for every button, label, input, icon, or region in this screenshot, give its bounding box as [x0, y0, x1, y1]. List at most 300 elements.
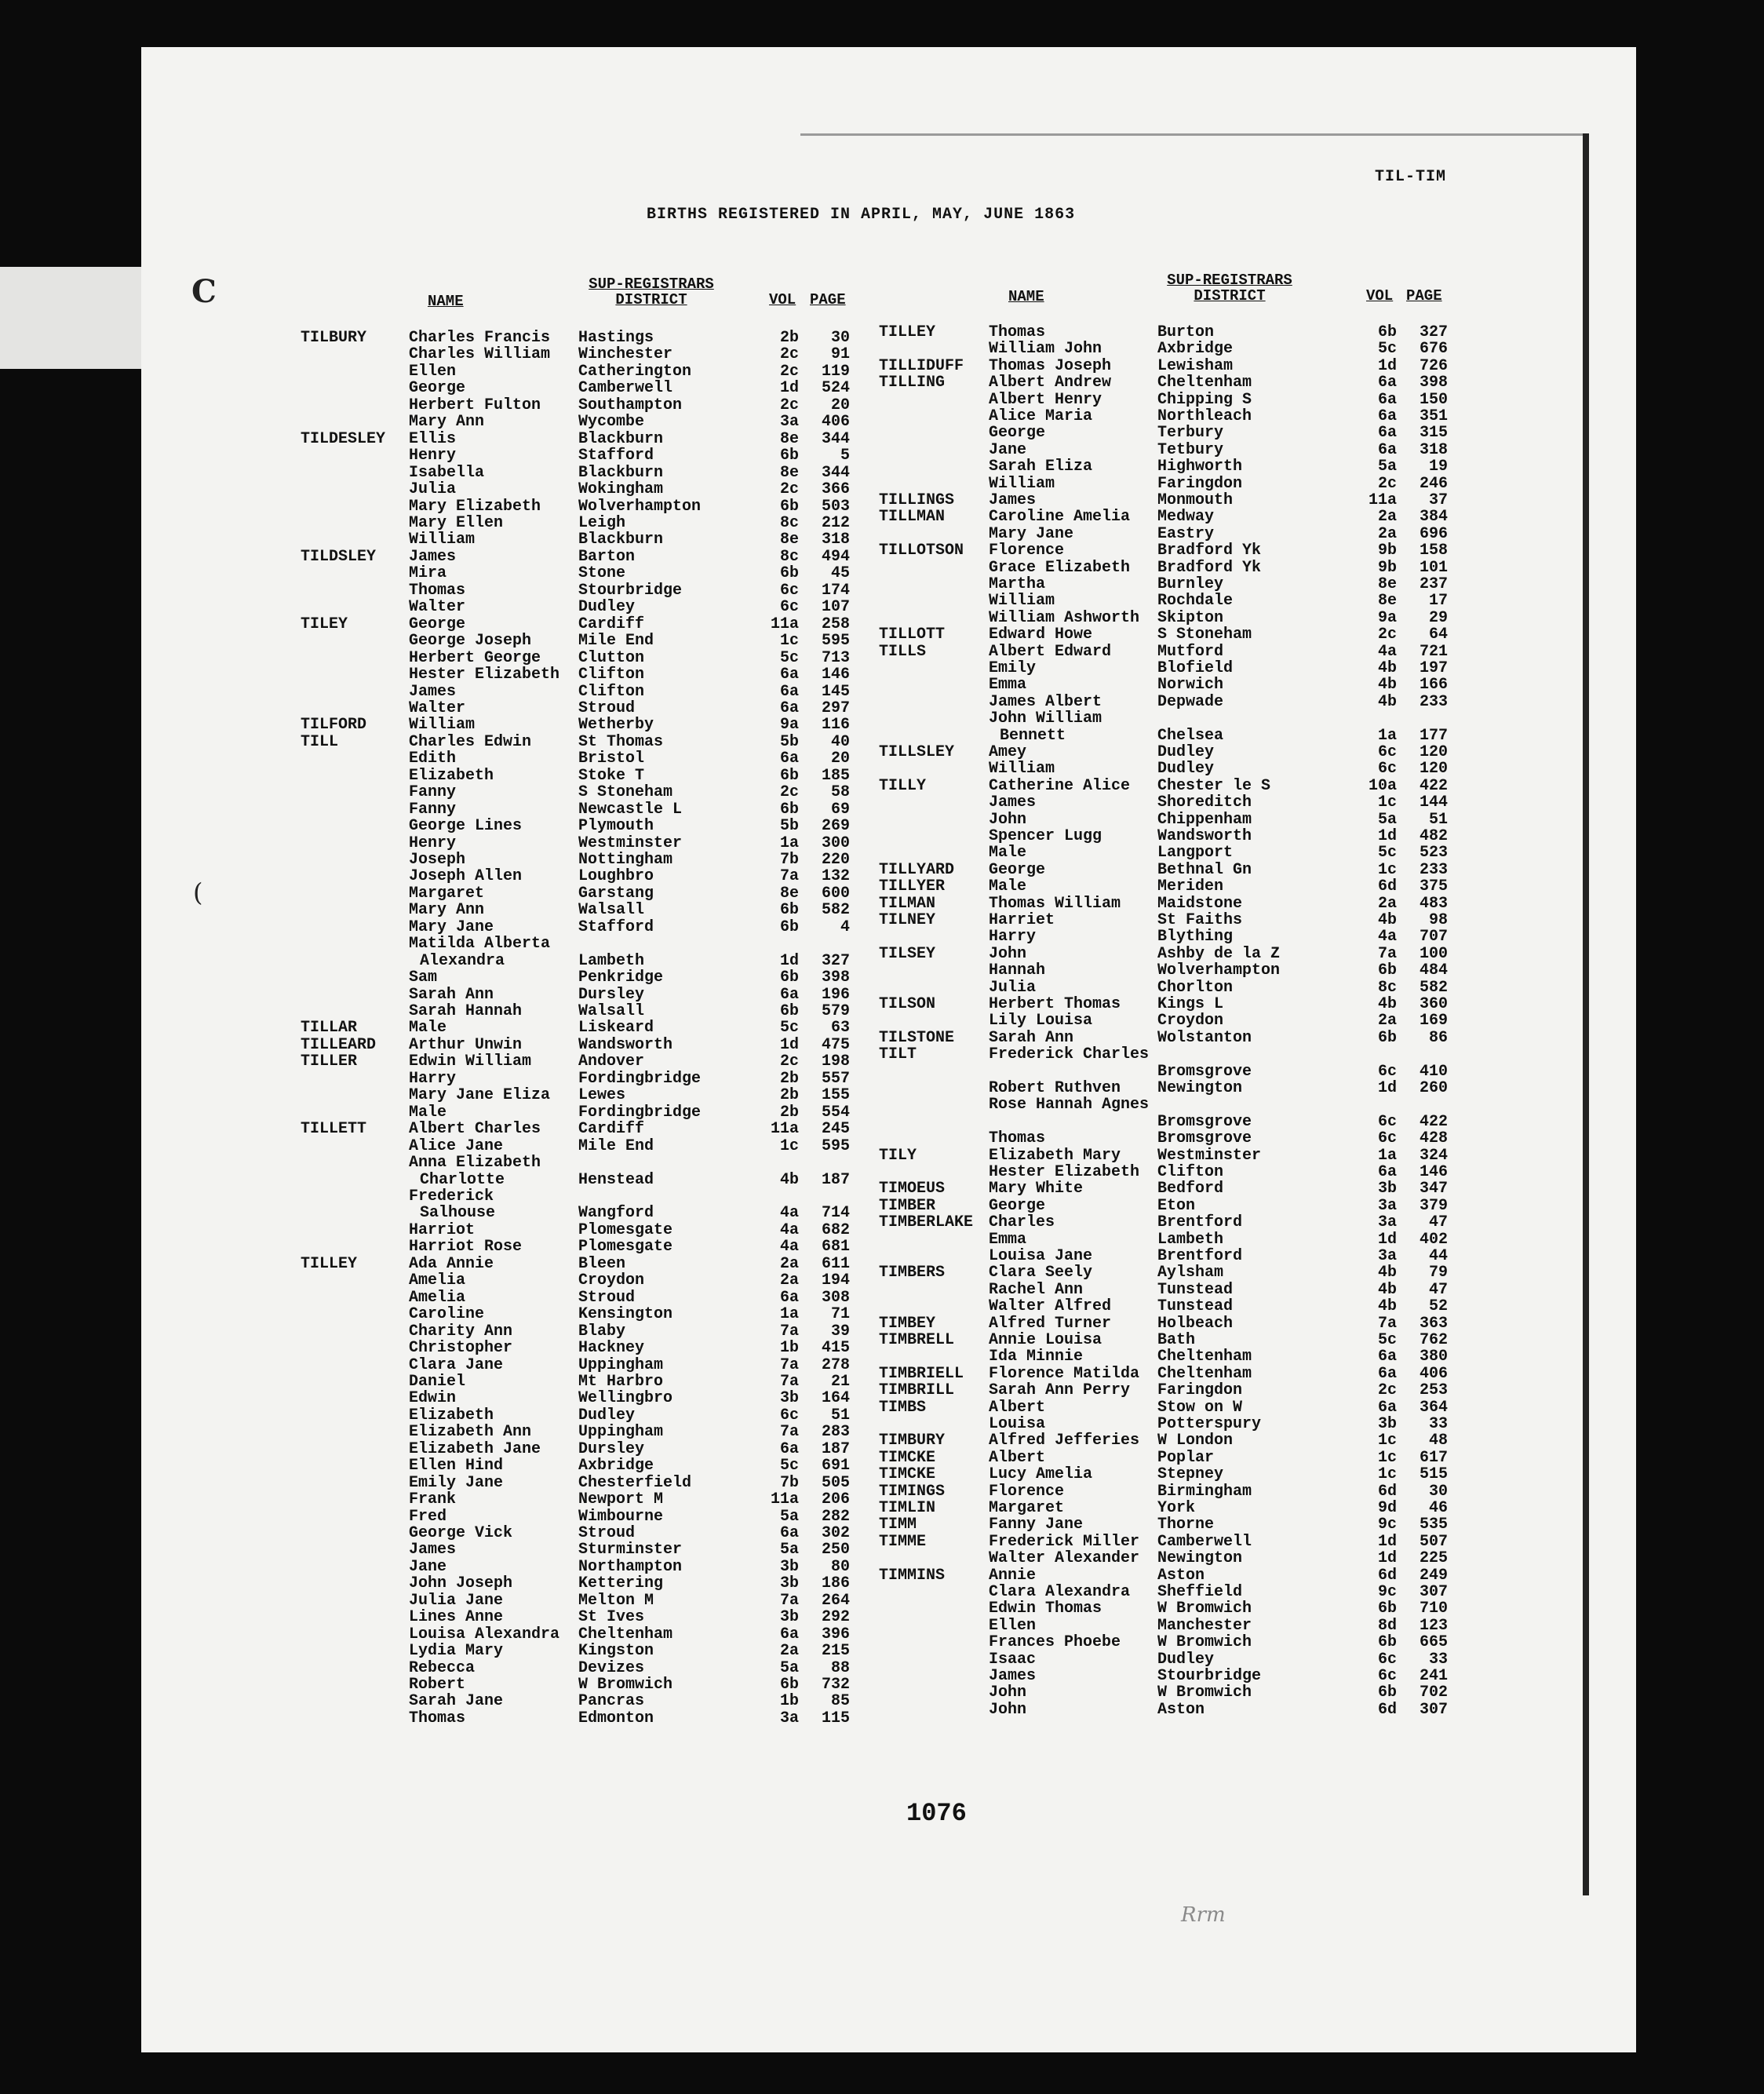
page-ref: 710 [1419, 1600, 1448, 1618]
volume: 5a [1377, 810, 1397, 829]
surname: TIMLIN [879, 1499, 936, 1517]
surname: TILNEY [879, 911, 936, 929]
district: Bromsgrove [1157, 1062, 1252, 1081]
page-ref: 665 [1419, 1633, 1448, 1652]
index-entry-row [0, 1046, 1764, 1063]
page-ref: 48 [1428, 1432, 1448, 1450]
given-name: Mary Elizabeth [409, 497, 541, 516]
page-ref: 98 [1428, 911, 1448, 929]
given-name: Charles [989, 1213, 1055, 1232]
surname: TILLING [879, 374, 946, 392]
volume: 5c [779, 1457, 799, 1476]
given-name: Ida Minnie [989, 1348, 1084, 1366]
given-name: Anna Elizabeth [409, 1154, 541, 1172]
volume: 1c [779, 1136, 799, 1155]
page-ref: 380 [1419, 1348, 1448, 1366]
index-entry-row [0, 1584, 1764, 1600]
given-name: Mary Ellen [409, 514, 504, 532]
district: Stone [578, 564, 626, 583]
given-name: Harriet [989, 911, 1055, 929]
page-ref: 595 [821, 1136, 850, 1155]
district: Dursley [578, 985, 645, 1004]
page-ref: 44 [1428, 1247, 1448, 1265]
volume: 6b [1377, 323, 1397, 341]
volume: 5c [1377, 844, 1397, 863]
given-name: Henry [409, 834, 457, 852]
surname: TILDSLEY [301, 547, 377, 566]
given-name: Amelia [409, 1271, 466, 1290]
volume: 7a [1377, 944, 1397, 963]
district: Wangford [578, 1204, 654, 1223]
district: Northleach [1157, 407, 1252, 425]
index-entry-row [0, 1282, 1764, 1298]
volume: 1c [1377, 1432, 1397, 1450]
volume: 6a [1377, 1163, 1397, 1181]
surname: TILLOTSON [879, 542, 964, 560]
district: Brentford [1157, 1247, 1243, 1265]
given-name: Frederick Miller [989, 1532, 1140, 1551]
given-name: Albert [989, 1398, 1046, 1417]
index-entry-row [0, 576, 1764, 593]
page-ref: 20 [830, 750, 850, 768]
district: Stroud [578, 699, 636, 717]
district: Burton [1157, 323, 1215, 341]
surname: TILSEY [879, 944, 936, 963]
page-ref: 33 [1428, 1415, 1448, 1433]
volume: 6c [779, 1406, 799, 1425]
district: Uppingham [578, 1355, 664, 1374]
given-name: Sarah Jane [409, 1692, 504, 1711]
page-ref: 347 [1419, 1180, 1448, 1198]
page-ref: 198 [821, 1052, 850, 1071]
volume: 2c [1377, 626, 1397, 644]
given-name: Albert Edward [989, 642, 1112, 661]
page-ref: 402 [1419, 1230, 1448, 1249]
district: Poplar [1157, 1448, 1215, 1467]
district: Southampton [578, 396, 683, 414]
given-name: Hester Elizabeth [989, 1163, 1140, 1181]
page-ref: 71 [830, 1305, 850, 1324]
index-entry-row [0, 812, 1764, 828]
volume: 1c [779, 632, 799, 651]
given-name: Jane [989, 440, 1027, 459]
district: Lewes [578, 1086, 626, 1105]
page-ref: 155 [821, 1086, 850, 1105]
given-name: Frederick Charles [989, 1045, 1150, 1064]
given-name: Lily Louisa [989, 1012, 1093, 1031]
page-ref: 600 [821, 884, 850, 903]
volume: 6c [1377, 1650, 1397, 1669]
page-ref: 115 [821, 1709, 850, 1727]
page-ref: 302 [821, 1524, 850, 1542]
district: Monmouth [1157, 491, 1234, 509]
given-name: James [409, 547, 457, 566]
given-name: Rose Hannah Agnes [989, 1096, 1150, 1114]
given-name: Caroline Amelia [989, 508, 1131, 527]
given-name: Robert [409, 1676, 466, 1694]
volume: 6c [1377, 1112, 1397, 1131]
index-entry-row [0, 761, 1764, 777]
index-entry-row [0, 694, 1764, 710]
volume: 7a [779, 1372, 799, 1391]
volume: 4b [1377, 676, 1397, 695]
page-ref: 732 [821, 1676, 850, 1694]
district: Fordingbridge [578, 1069, 702, 1088]
page-ref: 398 [821, 969, 850, 987]
page-ref: 307 [1419, 1583, 1448, 1601]
given-name: George Joseph [409, 632, 532, 651]
page-ref: 360 [1419, 995, 1448, 1013]
volume: 2a [1377, 1012, 1397, 1031]
given-name: Albert Henry [989, 390, 1102, 409]
district: Newcastle L [578, 800, 683, 819]
page-number: 1076 [906, 1799, 967, 1828]
index-entry-row [0, 1382, 1764, 1399]
volume: 2c [1377, 474, 1397, 493]
district: Bath [1157, 1331, 1196, 1349]
page-ref: 300 [821, 834, 850, 852]
page-ref: 120 [1419, 743, 1448, 761]
district: Aston [1157, 1700, 1205, 1719]
volume: 1d [1377, 1549, 1397, 1568]
given-name: Emily [989, 659, 1037, 677]
surname: TIMINGS [879, 1482, 946, 1501]
surname: TILT [879, 1045, 917, 1064]
page-ref: 80 [830, 1557, 850, 1576]
index-entry-row [0, 610, 1764, 626]
page-ref: 245 [821, 1120, 850, 1139]
given-name: Albert Charles [409, 1120, 541, 1139]
volume: 2c [779, 396, 799, 414]
page-ref: 185 [821, 766, 850, 785]
given-name: Henry [409, 447, 457, 465]
district: Loughbro [578, 867, 654, 886]
given-name: John William [989, 710, 1102, 728]
volume: 5a [779, 1507, 799, 1526]
given-name: Clara Seely [989, 1264, 1093, 1282]
given-name: James [989, 491, 1037, 509]
header-vol: VOL [769, 291, 796, 308]
given-name: Emily Jane [409, 1473, 504, 1492]
surname: TILLYARD [879, 860, 955, 879]
index-entry-row [0, 744, 1764, 761]
district: Faringdon [1157, 1381, 1243, 1400]
district: Bradford Yk [1157, 558, 1262, 577]
volume: 3b [779, 1557, 799, 1576]
surname: TIMBURY [879, 1432, 946, 1450]
surname: TILLER [301, 1052, 358, 1071]
district: Stafford [578, 917, 654, 936]
page-ref: 308 [821, 1288, 850, 1307]
district: Eton [1157, 1196, 1196, 1215]
volume: 9a [779, 716, 799, 735]
district: Walsall [578, 901, 645, 920]
given-name: Margaret [409, 884, 485, 903]
volume: 8c [779, 547, 799, 566]
given-name: Sarah Eliza [989, 458, 1093, 476]
page-ref: 237 [1419, 575, 1448, 593]
header-district-line2: DISTRICT [1194, 286, 1266, 305]
page-ref: 30 [830, 329, 850, 347]
index-entry-row [0, 896, 1764, 912]
district: Clifton [578, 666, 645, 684]
volume: 6b [779, 1002, 799, 1020]
given-name: William Ashworth [989, 608, 1140, 627]
district: Garstang [578, 884, 654, 903]
volume: 6a [1377, 407, 1397, 425]
surname: TIMBRILL [879, 1381, 955, 1400]
district: Cheltenham [1157, 1348, 1252, 1366]
volume: 7a [779, 1355, 799, 1374]
given-name: Grace Elizabeth [989, 558, 1131, 577]
district: Rochdale [1157, 592, 1234, 611]
given-name: Elizabeth Jane [409, 1439, 541, 1458]
page-ref: 46 [1428, 1499, 1448, 1517]
volume: 6b [779, 564, 799, 583]
volume: 11a [770, 1120, 799, 1139]
district: Liskeard [578, 1019, 654, 1038]
given-name: Mary Ann [409, 413, 485, 432]
page-ref: 482 [1419, 827, 1448, 845]
district: Croydon [578, 1271, 645, 1290]
index-entry-row [0, 1450, 1764, 1466]
page-ref: 315 [1419, 424, 1448, 443]
district: Clifton [1157, 1163, 1224, 1181]
given-name: Thomas [989, 1129, 1046, 1148]
given-name: Fred [409, 1507, 447, 1526]
volume: 6a [1377, 440, 1397, 459]
index-entry-row [0, 374, 1764, 391]
page-ref: 595 [821, 632, 850, 651]
district: Wellingbro [578, 1389, 673, 1408]
index-entry-row [0, 912, 1764, 928]
index-entry-row [0, 1332, 1764, 1348]
district: S Stoneham [1157, 626, 1252, 644]
index-entry-row [0, 1600, 1764, 1617]
given-name: Hannah [989, 961, 1046, 980]
volume: 6a [1377, 390, 1397, 409]
given-name: Annie Louisa [989, 1331, 1102, 1349]
district: Newington [1157, 1079, 1243, 1097]
given-name: Julia [989, 978, 1037, 997]
given-name: Arthur Unwin [409, 1035, 523, 1054]
volume: 6c [779, 598, 799, 617]
district: Chester le S [1157, 776, 1271, 795]
volume: 1d [779, 951, 799, 970]
index-entry-row [0, 442, 1764, 458]
index-entry-row [0, 593, 1764, 609]
index-entry-row [0, 928, 1764, 945]
given-name: George [409, 379, 466, 398]
header-district-line1: SUP-REGISTRARS [1167, 272, 1292, 289]
given-name: Isabella [409, 463, 485, 482]
index-entry-row [0, 1147, 1764, 1164]
page-ref: 713 [821, 648, 850, 667]
page-ref: 344 [821, 463, 850, 482]
given-name: Frank [409, 1490, 457, 1508]
page-ref: 524 [821, 379, 850, 398]
surname: TILLEY [301, 1254, 358, 1273]
given-name: Alexandra [420, 951, 505, 970]
volume: 5b [779, 817, 799, 835]
surname: TILLSLEY [879, 743, 955, 761]
given-name: Ellen [989, 1616, 1037, 1635]
volume: 3b [1377, 1180, 1397, 1198]
index-entry-row [0, 1248, 1764, 1264]
page-ref: 676 [1419, 340, 1448, 359]
page-ref: 30 [1428, 1482, 1448, 1501]
page-ref: 116 [821, 716, 850, 735]
volume: 1d [779, 379, 799, 398]
given-name: Male [989, 877, 1027, 896]
index-entry-row [0, 644, 1764, 660]
given-name: Joseph Allen [409, 867, 523, 886]
district: Westminster [1157, 1146, 1262, 1165]
volume: 1c [1377, 860, 1397, 879]
page-ref: 415 [821, 1339, 850, 1357]
volume: 6a [1377, 374, 1397, 392]
volume: 3a [1377, 1247, 1397, 1265]
page-ref: 307 [1419, 1700, 1448, 1719]
given-name: Julia Jane [409, 1591, 504, 1610]
volume: 7a [1377, 1314, 1397, 1333]
given-name: Jane [409, 1557, 447, 1576]
volume: 4b [1377, 659, 1397, 677]
district: Wandsworth [578, 1035, 673, 1054]
page-ref: 39 [830, 1322, 850, 1341]
district: Hastings [578, 329, 654, 347]
district: Newport M [578, 1490, 664, 1508]
volume: 2a [779, 1254, 799, 1273]
page-ref: 505 [821, 1473, 850, 1492]
index-entry-row [0, 626, 1764, 643]
page-ref: 196 [821, 985, 850, 1004]
surname: TILLMAN [879, 508, 946, 527]
given-name: Daniel [409, 1372, 466, 1391]
index-entry-row [0, 1080, 1764, 1096]
surname: TIMBER [879, 1196, 936, 1215]
given-name: Mary Ann [409, 901, 485, 920]
district: York [1157, 1499, 1196, 1517]
index-entry-row [0, 1096, 1764, 1113]
volume: 2c [779, 480, 799, 498]
given-name: Thomas [409, 1709, 466, 1727]
surname: TILLYER [879, 877, 946, 896]
district: W Bromwich [578, 1676, 673, 1694]
index-entry-row [0, 392, 1764, 408]
district: Blackburn [578, 429, 664, 448]
page-ref: 283 [821, 1423, 850, 1442]
surname: TILLEARD [301, 1035, 377, 1054]
page-ref: 379 [1419, 1196, 1448, 1215]
header-page: PAGE [1406, 287, 1442, 305]
district: Axbridge [578, 1457, 654, 1476]
given-name: Alfred Jefferies [989, 1432, 1140, 1450]
volume: 6a [779, 1625, 799, 1643]
volume: 2a [779, 1642, 799, 1661]
header-district [1155, 273, 1304, 305]
volume: 6b [1377, 1028, 1397, 1047]
volume: 7a [779, 1322, 799, 1341]
given-name: Walter Alfred [989, 1297, 1112, 1316]
given-name: George [989, 1196, 1046, 1215]
district: Winchester [578, 345, 673, 364]
page-ref: 64 [1428, 626, 1448, 644]
volume: 9b [1377, 542, 1397, 560]
given-name: Charity Ann [409, 1322, 513, 1341]
index-entry-row [0, 1030, 1764, 1046]
volume: 11a [770, 615, 799, 633]
index-entry-row [0, 1315, 1764, 1332]
given-name: James [409, 682, 457, 701]
page-ref: 174 [821, 581, 850, 600]
district: W Bromwich [1157, 1633, 1252, 1652]
volume: 6b [1377, 1633, 1397, 1652]
volume: 7a [779, 867, 799, 886]
page-ref: 187 [821, 1170, 850, 1189]
page-ref: 483 [1419, 894, 1448, 913]
district: Northampton [578, 1557, 683, 1576]
index-entry-row [0, 1366, 1764, 1382]
page-ref: 123 [1419, 1616, 1448, 1635]
volume: 8c [779, 514, 799, 532]
given-name: Christopher [409, 1339, 513, 1357]
page-ref: 503 [821, 497, 850, 516]
given-name: John Joseph [409, 1574, 513, 1593]
page-ref: 260 [1419, 1079, 1448, 1097]
given-name: John [989, 1684, 1027, 1702]
volume: 6b [779, 1676, 799, 1694]
given-name: Margaret [989, 1499, 1065, 1517]
page-ref: 410 [1419, 1062, 1448, 1081]
given-name: John [989, 1700, 1027, 1719]
page-ref: 327 [1419, 323, 1448, 341]
district: Kensington [578, 1305, 673, 1324]
district: Tunstead [1157, 1297, 1234, 1316]
district: Walsall [578, 1002, 645, 1020]
district: Blackburn [578, 463, 664, 482]
page-ref: 327 [821, 951, 850, 970]
given-name: George Vick [409, 1524, 513, 1542]
district: Faringdon [1157, 474, 1243, 493]
volume: 7a [779, 1591, 799, 1610]
index-entry-row [0, 425, 1764, 441]
given-name: James [989, 1667, 1037, 1685]
volume: 1c [1377, 1465, 1397, 1484]
surname: TIMMINS [879, 1566, 946, 1585]
page-ref: 484 [1419, 961, 1448, 980]
volume: 9a [1377, 608, 1397, 627]
district: Camberwell [1157, 1532, 1252, 1551]
volume: 11a [770, 1490, 799, 1508]
volume: 1a [1377, 726, 1397, 745]
volume: 5a [1377, 458, 1397, 476]
index-entry-row [0, 1198, 1764, 1214]
page-ref: 37 [1428, 491, 1448, 509]
district: Devizes [578, 1658, 645, 1677]
district: Nottingham [578, 850, 673, 869]
given-name: Martha [989, 575, 1046, 593]
header-vol: VOL [1366, 287, 1394, 305]
district: Mile End [578, 1136, 654, 1155]
given-name: Edwin [409, 1389, 457, 1408]
given-name: Catherine Alice [989, 776, 1131, 795]
given-name: Rachel Ann [989, 1280, 1084, 1299]
page-ref: 150 [1419, 390, 1448, 409]
district: Dudley [1157, 743, 1215, 761]
surname: TILLINGS [879, 491, 955, 509]
volume: 1d [1377, 827, 1397, 845]
